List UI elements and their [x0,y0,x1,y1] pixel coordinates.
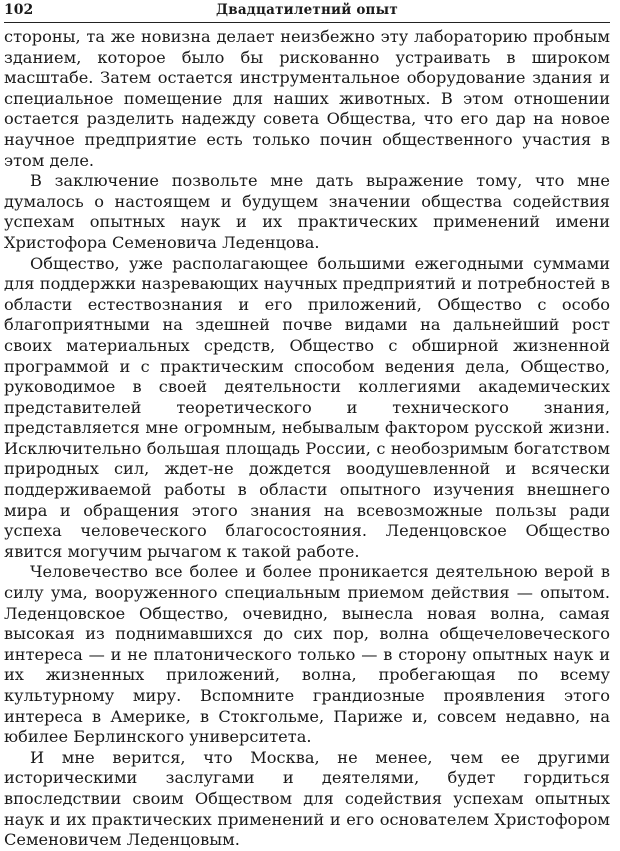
paragraph: В заключение позвольте мне дать выражение тому, что мне думалось о настоящем и будущем значении общества содействия успехам опытных наук и их практических применений имени Христофора Семеновича Леденцова. [4,171,610,252]
paragraph: Общество, уже располагающее большими ежегодными суммами для поддержки назревающих научных предприятий и потребностей в области естествознания и его приложений, Общество с особо благоприятными на здешней почве видами на дальнейший рост своих материальных средств, Общество с обширной жизненной программой и с практическим способом ведения дела, Общество, руководимое в своей деятельности коллегиями академических представителей теоретического и технического знания, представляется мне огромным, небывалым фактором русской жизни. Исключительно большая площадь России, с необозримым богатством природных сил, ждет-не дождется воодушевленной и всячески поддерживаемой работы в области опытного изучения внешнего мира и обращения этого знания на всевозможные пользы ради успеха человеческого благосостояния. Леденцовское Общество явится могучим рычагом к такой работе. [4,253,610,561]
paragraph: Человечество все более и более проникается деятельною верой в силу ума, вооруженного специальным приемом действия — опытом. Леденцовское Общество, очевидно, вынесла новая волна, самая высокая из поднимавшихся до сих пор, волна общечеловеческого интереса — и не платонического только — в сторону опытных наук и их жизненных приложений, волна, пробегающая по всему культурному миру. Вспомните грандиозные проявления этого интереса в Америке, в Стокгольме, Париже и, совсем недавно, на юбилее Берлинского университета. [4,562,610,747]
body-text [4,27,610,851]
paragraph: И мне верится, что Москва, не менее, чем ее другими историческими заслугами и деятелями, будет гордиться впоследствии своим Обществом для содействия успехам опытных наук и их практических применений и его основателем Христофором Семеновичем Леденцовым. [4,747,610,850]
page-header [4,0,610,23]
running-title: Двадцатилетний опыт [216,2,398,18]
paragraph-continuation: стороны, та же новизна делает неизбежно эту лабораторию пробным зданием, которое было бы рискованно устраивать в широком масштабе. Затем остается инструментальное оборудование здания и специальное помещение для наших животных. В этом отношении остается разделить надежду совета Общества, что его дар на новое научное предприятие есть только почин общественного участия в этом деле. [4,27,610,170]
page-number: 102 [4,2,34,18]
